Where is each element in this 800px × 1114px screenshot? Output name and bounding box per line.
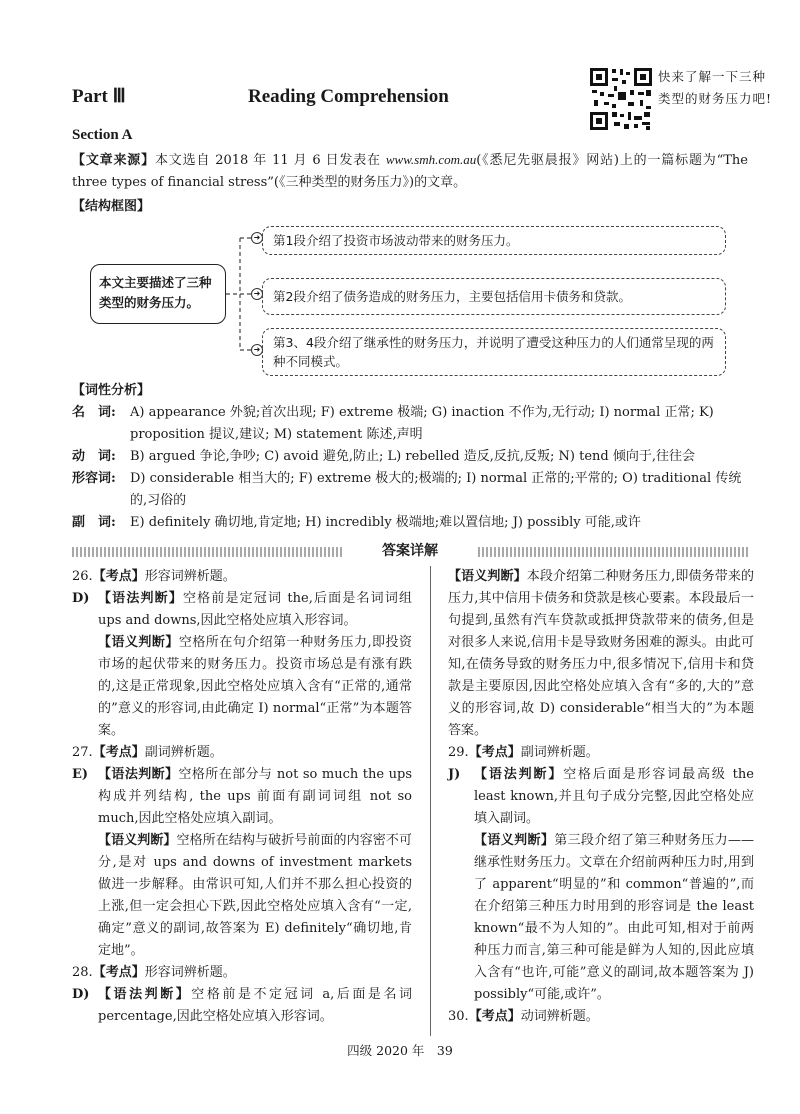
arrow-right-icon: ➜ [251, 288, 263, 300]
tag: 【考点】 [92, 745, 145, 760]
analysis-item [72, 764, 412, 830]
tag: 【语义判断】 [448, 569, 527, 584]
tag: 【语法判断】 [98, 591, 183, 606]
article-source [72, 149, 748, 194]
item-text: 空格前是不定冠词 a,后面是名词 percentage,因此空格处应填入形容词。 [98, 987, 412, 1024]
tag: 【考点】 [468, 1009, 521, 1024]
item-text: 形容词辨析题。 [144, 965, 236, 980]
answer-letter: D) [72, 987, 90, 1002]
qr-code-icon[interactable] [588, 66, 654, 132]
diagram-main-box: 本文主要描述了三种类型的财务压力。 [90, 264, 226, 324]
question-number: 27. [72, 745, 93, 760]
pos-key: 副 词: [72, 515, 116, 530]
question-number: 26. [72, 569, 93, 584]
pos-value: D) considerable 相当大的; F) extreme 极大的;极端的; I) normal 正常的;平常的; O) traditional 传统的,习俗的 [130, 471, 742, 508]
item-text: 空格所在部分与 not so much the ups 构成并列结构, the ups 前面有副词词组 not so much,因此空格处应填入副词。 [98, 767, 412, 826]
source-text-2: (《悉尼先驱晨报》网站)上的一篇标题为“The three types of financial stress”(《三种类型的财务压力》)的文章。 [72, 153, 748, 190]
part-heading: Part Ⅲ [72, 86, 126, 107]
tag: 【语义判断】 [98, 635, 179, 650]
analysis-item [448, 764, 754, 830]
pos-value: B) argued 争论,争吵; C) avoid 避免,防止; L) rebelled 造反,反抗,反叛; N) tend 倾向于,往往会 [130, 449, 695, 464]
pos-value: E) definitely 确切地,肯定地; H) incredibly 极端地;难以置信地; J) possibly 可能,或许 [130, 515, 641, 530]
left-column [72, 566, 412, 1028]
question-number: 30. [448, 1009, 469, 1024]
item-text: 空格所在句介绍第一种财务压力,即投资市场的起伏带来的财务压力。投资市场总是有涨有跌的,这是正常现象,因此空格处应填入含有“正常的,通常的”意义的形容词,由此确定 I) normal“正常”为本题答案。 [98, 635, 412, 738]
arrow-right-icon: ➜ [251, 232, 263, 244]
question-number: 28. [72, 965, 93, 980]
tag: 【考点】 [468, 745, 521, 760]
diagram-branch-2: 第2段介绍了债务造成的财务压力，主要包括信用卡债务和贷款。 [262, 278, 726, 315]
analysis-item [72, 632, 412, 742]
structure-label: 【结构框图】 [72, 199, 151, 214]
pos-value: A) appearance 外貌;首次出现; F) extreme 极端; G) inaction 不作为,无行动; I) normal 正常; K) proposition 提议,建议; M) statement 陈述,声明 [130, 405, 714, 442]
source-label: 【文章来源】 [72, 153, 155, 168]
source-text-1: 本文选自 2018 年 11 月 6 日发表在 [154, 153, 386, 168]
question-item [72, 566, 412, 588]
pos-row-adjective [72, 468, 748, 512]
pos-key: 名 词: [72, 405, 116, 420]
item-text: 空格后面是形容词最高级 the least known,并且句子成分完整,因此空格处应填入副词。 [474, 767, 754, 826]
pos-row-adverb [72, 512, 748, 534]
item-text: 第三段介绍了第三种财务压力——继承性财务压力。文章在介绍前两种压力时,用到了 apparent“明显的”和 common“普遍的”,而在介绍第三种压力时用到的形容词是 the least known“最不为人知的”。由此可知,相对于前两种压力而言,第三种可能是鲜为人知的,因此应填入含有“也许,可能”意义的副词,故本题答案为 J) possibly“可能,或许”。 [474, 833, 754, 1002]
answer-letter: D) [72, 591, 90, 606]
question-number: 29. [448, 745, 469, 760]
tag: 【语法判断】 [98, 987, 192, 1002]
analysis-item [72, 830, 412, 962]
item-text: 空格前是定冠词 the,后面是名词词组 ups and downs,因此空格处应填入形容词。 [98, 591, 412, 628]
answer-section-banner [72, 542, 748, 562]
tag: 【考点】 [92, 965, 145, 980]
diagram-branch-3: 第3、4段介绍了继承性的财务压力，并说明了遭受这种压力的人们通常呈现的两种不同模式。 [262, 328, 726, 376]
analysis-item [448, 566, 754, 742]
pos-key: 动 词: [72, 449, 116, 464]
pos-key: 形容词: [72, 471, 116, 486]
pos-label: 【词性分析】 [72, 383, 151, 398]
tag: 【语法判断】 [474, 767, 564, 782]
page-title: Reading Comprehension [248, 86, 449, 107]
analysis-item [72, 588, 412, 632]
question-item [72, 962, 412, 984]
item-text: 动词辨析题。 [520, 1009, 599, 1024]
item-text: 空格所在结构与破折号前面的内容密不可分,是对 ups and downs of investment markets 做进一步解释。由常识可知,人们并不那么担心投资的上涨,但一定会担心下跌,因此空格处应填入含有“一定,确定”意义的副词,故答案为 E) definitely“确切地,肯定地”。 [98, 833, 412, 958]
pos-row-noun [72, 402, 748, 446]
qr-caption: 快来了解一下三种类型的财务压力吧! [658, 69, 773, 106]
answer-letter: J) [448, 767, 461, 782]
page-footer: 四级 2020 年 39 [347, 1043, 453, 1058]
tag: 【语义判断】 [474, 833, 555, 848]
question-item [448, 742, 754, 764]
banner-stripe-left [72, 547, 342, 557]
item-text: 副词辨析题。 [144, 745, 223, 760]
tag: 【语义判断】 [98, 833, 177, 848]
source-site: www.smh.com.au [385, 152, 477, 167]
item-text: 形容词辨析题。 [144, 569, 236, 584]
column-divider [430, 566, 431, 1036]
tag: 【考点】 [92, 569, 145, 584]
banner-stripe-right [478, 547, 748, 557]
analysis-item [448, 830, 754, 1006]
question-item [448, 1006, 754, 1028]
right-column [448, 566, 754, 1028]
analysis-item [72, 984, 412, 1028]
item-text: 本段介绍第二种财务压力,即债务带来的压力,其中信用卡债务和贷款是核心要素。本段最后一句提到,虽然有汽车贷款或抵押贷款带来的债务,但是对很多人来说,信用卡是导致财务困难的源头。由此可知,在债务导致的财务压力中,很多情况下,信用卡和贷款是主要原因,因此空格处应填入含有“多的,大的”意义的形容词,故 D) considerable“相当大的”为本题答案。 [448, 569, 754, 738]
structure-diagram [80, 218, 740, 378]
pos-row-verb [72, 446, 748, 468]
diagram-branch-1: 第1段介绍了投资市场波动带来的财务压力。 [262, 226, 726, 255]
arrow-right-icon: ➜ [251, 344, 263, 356]
tag: 【语法判断】 [98, 767, 179, 782]
answer-title: 答案详解 [382, 543, 438, 559]
section-heading: Section A [72, 127, 133, 143]
item-text: 副词辨析题。 [520, 745, 599, 760]
question-item [72, 742, 412, 764]
answer-letter: E) [72, 767, 89, 782]
